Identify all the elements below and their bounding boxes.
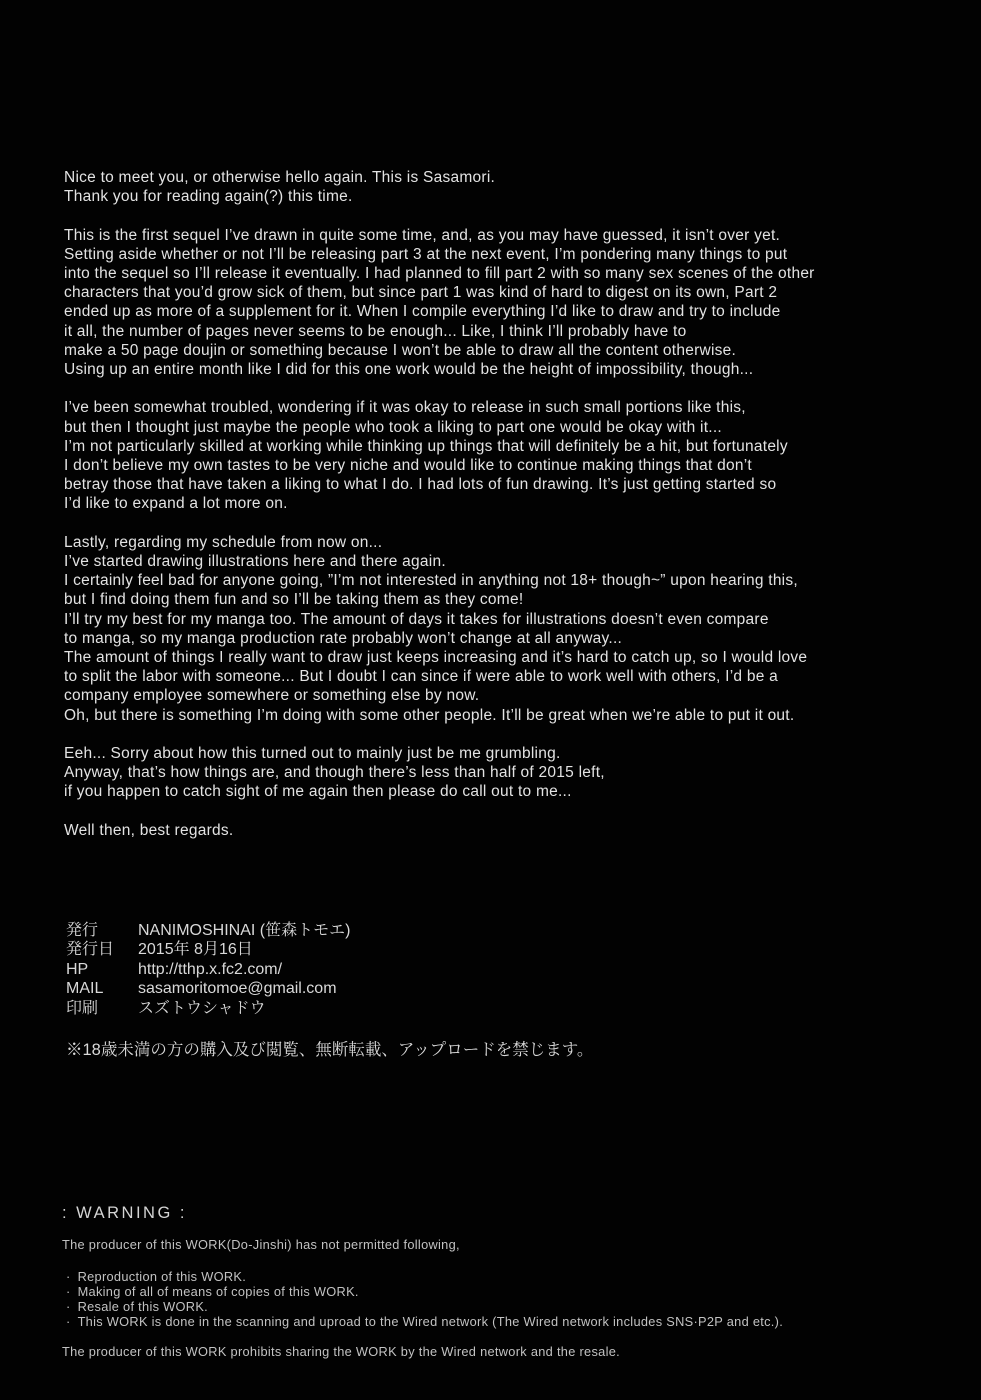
warning-item <box>62 1284 783 1299</box>
afterword-paragraph <box>64 398 954 513</box>
colophon-value: スズトウシャドウ <box>138 999 266 1017</box>
afterword-line: This is the first sequel I’ve drawn in quite some time, and, as you may have guessed, it isn’t over yet. <box>64 226 781 244</box>
afterword-line: Using up an entire month like I did for this one work would be the height of impossibility, though... <box>64 361 754 379</box>
afterword-line: I’ll try my best for my manga too. The amount of days it takes for illustrations doesn’t even compare <box>64 610 769 628</box>
colophon-row <box>66 999 350 1018</box>
afterword-line: Setting aside whether or not I’ll be releasing part 3 at the next event, I’m pondering many things to put <box>64 245 788 263</box>
afterword-line: make a 50 page doujin or something because I won’t be able to draw all the content otherwise. <box>64 341 737 359</box>
warning-item <box>62 1299 783 1314</box>
afterword-line: if you happen to catch sight of me again then please do call out to me... <box>64 783 572 801</box>
afterword-paragraph <box>64 744 954 802</box>
colophon-row <box>66 979 350 998</box>
afterword-line: Well then, best regards. <box>64 821 234 839</box>
colophon-row <box>66 921 350 940</box>
colophon <box>66 921 350 1018</box>
warning-list <box>62 1269 783 1330</box>
colophon-label: 発行 <box>66 922 99 939</box>
warning-item <box>62 1314 783 1329</box>
afterword-line: Lastly, regarding my schedule from now on... <box>64 533 383 551</box>
colophon-label: 印刷 <box>66 999 99 1017</box>
afterword-line: Oh, but there is something I’m doing with some other people. It’ll be great when we’re able to put it out. <box>64 706 795 724</box>
warning-title: : WARNING : <box>62 1204 187 1222</box>
afterword <box>64 168 954 840</box>
colophon-value: http://tthp.x.fc2.com/ <box>138 960 283 978</box>
afterword-line: I don’t believe my own tastes to be very niche and would like to continue making things that don’t <box>64 457 752 475</box>
afterword-line: I’ve been somewhat troubled, wondering if it was okay to release in such small portions like this, <box>64 399 746 417</box>
afterword-paragraph <box>64 226 954 380</box>
warning-item-text: This WORK is done in the scanning and uproad to the Wired network (The Wired network includes SNS·P2P and etc.). <box>77 1314 784 1330</box>
afterword-line: it all, the number of pages never seems to be enough... Like, I think I’ll probably have to <box>64 322 687 340</box>
warning-footer: The producer of this WORK prohibits sharing the WORK by the Wired network and the resale. <box>62 1344 621 1360</box>
afterword-line: but then I thought just maybe the people who took a liking to part one would be okay with it... <box>64 418 722 436</box>
afterword-paragraph <box>64 533 954 725</box>
colophon-row <box>66 940 350 959</box>
age-restriction-notice: ※18歳未満の方の購入及び閲覧、無断転載、アップロードを禁じます。 <box>66 1041 594 1059</box>
afterword-line: to split the labor with someone... But I doubt I can since if were able to work well with others, I’d be a <box>64 668 779 686</box>
afterword-line: I’d like to expand a lot more on. <box>64 495 288 513</box>
colophon-row <box>66 960 350 979</box>
afterword-line: The amount of things I really want to draw just keeps increasing and it’s hard to catch up, so I would love <box>64 649 808 667</box>
afterword-line: I’m not particularly skilled at working while thinking up things that will definitely be a hit, but fortunately <box>64 437 788 455</box>
afterword-line: but I find doing them fun and so I’ll be taking them as they come! <box>64 591 524 609</box>
afterword-line: to manga, so my manga production rate probably won’t change at all anyway... <box>64 629 623 647</box>
warning-item <box>62 1269 783 1284</box>
afterword-line: characters that you’d grow sick of them, but since part 1 was kind of hard to digest on its own, Part 2 <box>64 284 778 302</box>
afterword-line: Thank you for reading again(?) this time. <box>64 188 353 206</box>
warning-item-text: Reproduction of this WORK. <box>77 1268 247 1284</box>
afterword-paragraph <box>64 821 954 840</box>
colophon-value: sasamoritomoe@gmail.com <box>138 980 337 998</box>
warning-item-text: Making of all of means of copies of this WORK. <box>77 1283 359 1299</box>
bullet-icon: · <box>66 1314 71 1330</box>
afterword-paragraph <box>64 168 954 206</box>
afterword-line: Eeh... Sorry about how this turned out to mainly just be me grumbling. <box>64 745 561 763</box>
warning-item-text: Resale of this WORK. <box>77 1298 209 1314</box>
warning-section <box>62 1203 783 1360</box>
afterword-line: I’ve started drawing illustrations here and there again. <box>64 553 446 571</box>
afterword-line: Anyway, that’s how things are, and though there’s less than half of 2015 left, <box>64 764 605 782</box>
afterword-line: ended up as more of a supplement for it. When I compile everything I’d like to draw and try to include <box>64 303 781 321</box>
afterword-line: company employee somewhere or something else by now. <box>64 687 480 705</box>
colophon-value: 2015年 8月16日 <box>138 941 253 959</box>
warning-intro: The producer of this WORK(Do-Jinshi) has not permitted following, <box>62 1237 460 1252</box>
afterword-line: into the sequel so I’ll release it eventually. I had planned to fill part 2 with so many sex scenes of the other <box>64 265 815 282</box>
bullet-icon: · <box>66 1298 71 1314</box>
colophon-label: HP <box>66 960 89 978</box>
colophon-value: NANIMOSHINAI (笹森トモエ) <box>138 922 351 939</box>
bullet-icon: · <box>66 1283 71 1299</box>
bullet-icon: · <box>66 1268 71 1284</box>
colophon-label: MAIL <box>66 980 104 998</box>
afterword-line: betray those that have taken a liking to what I do. I had lots of fun drawing. It’s just getting started so <box>64 476 777 494</box>
afterword-line: Nice to meet you, or otherwise hello again. This is Sasamori. <box>64 169 496 186</box>
colophon-label: 発行日 <box>66 941 115 959</box>
afterword-line: I certainly feel bad for anyone going, ”I’m not interested in anything not 18+ though~” upon hearing this, <box>64 572 798 590</box>
